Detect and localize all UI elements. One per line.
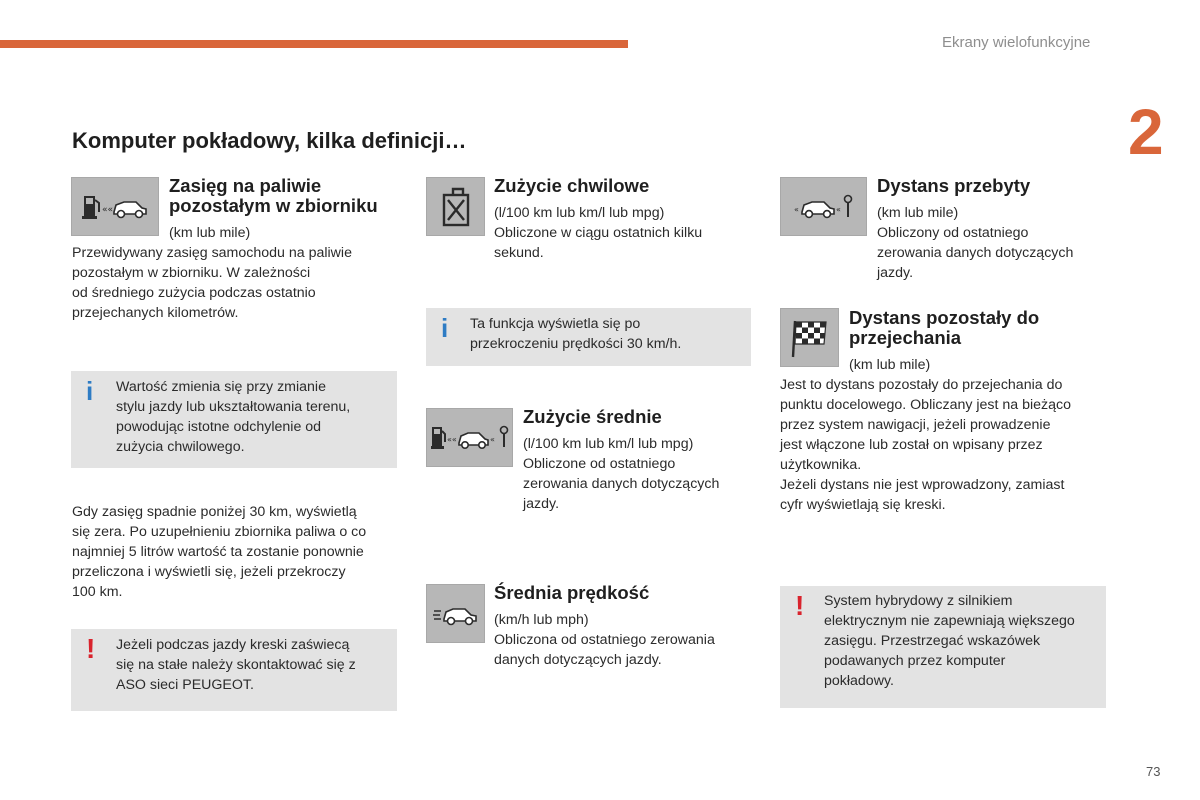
warning-note-hybrid — [780, 586, 1106, 708]
warning-icon: ! — [795, 590, 805, 621]
note-line: Ta funkcja wyświetla się po — [470, 316, 641, 332]
note-line: stylu jazdy lub ukształtowania terenu, — [116, 399, 351, 415]
average-line: (l/100 km lub km/l lub mpg) — [523, 436, 694, 452]
fuel-car-distance-icon — [426, 408, 513, 467]
remaining-line: przez system nawigacji, jeżeli prowadzenie — [780, 417, 1051, 433]
note-line: Wartość zmienia się przy zmianie — [116, 379, 326, 395]
note-line: przekroczeniu prędkości 30 km/h. — [470, 336, 682, 352]
note-line: elektrycznym nie zapewniają większego — [824, 613, 1075, 629]
low-range-description — [72, 502, 366, 602]
note-line: powodując istotne odchylenie od — [116, 419, 322, 435]
chapter-number: 2 — [1128, 96, 1164, 168]
average-speed-description — [494, 610, 715, 670]
car-distance-icon — [780, 177, 867, 236]
average-consumption-description — [523, 434, 719, 514]
info-note-text — [116, 377, 350, 457]
instant-line: sekund. — [494, 245, 544, 261]
range-desc-line: pozostałym w zbiorniku. W zależności — [72, 265, 311, 281]
instant-consumption-title: Zużycie chwilowe — [494, 175, 650, 196]
page-number: 73 — [1146, 764, 1161, 779]
speed-line: Obliczona od ostatniego zerowania — [494, 632, 715, 648]
remaining-distance-title — [849, 308, 1039, 348]
speed-line: danych dotyczących jazdy. — [494, 652, 662, 668]
distance-line: (km lub mile) — [877, 205, 959, 221]
range-description — [72, 243, 352, 323]
page-title: Komputer pokładowy, kilka definicji… — [72, 128, 467, 153]
checkered-flag-icon — [780, 308, 839, 367]
remaining-line: Jeżeli dystans nie jest wprowadzony, zamiast — [780, 477, 1065, 493]
distance-travelled-description — [877, 203, 1073, 283]
svg-text:««: «« — [446, 434, 457, 444]
range-title-line1: Zasięg na paliwie — [169, 175, 322, 196]
instant-line: Obliczone w ciągu ostatnich kilku — [494, 225, 703, 241]
average-speed-title: Średnia prędkość — [494, 582, 650, 603]
note-line: System hybrydowy z silnikiem — [824, 593, 1013, 609]
note-line: zużycia chwilowego. — [116, 439, 245, 455]
distance-line: zerowania danych dotyczących — [877, 245, 1074, 261]
warning-icon: ! — [86, 633, 96, 664]
low-range-line: 100 km. — [72, 584, 123, 600]
range-title-line2: pozostałym w zbiorniku — [169, 195, 378, 216]
low-range-line: najmniej 5 litrów wartość ta zostanie ponownie — [72, 544, 364, 560]
range-desc-line: od średniego zużycia podczas ostatnio — [72, 285, 316, 301]
average-line: zerowania danych dotyczących — [523, 476, 720, 492]
remaining-line: cyfr wyświetlają się kreski. — [780, 497, 946, 513]
note-line: Jeżeli podczas jazdy kreski zaświecą — [116, 637, 350, 653]
svg-text:««: «« — [102, 204, 114, 215]
instant-line: (l/100 km lub km/l lub mpg) — [494, 205, 665, 221]
note-line: podawanych przez komputer — [824, 653, 1006, 669]
remaining-line: Jest to dystans pozostały do przejechania do — [780, 377, 1063, 393]
note-line: zasięgu. Przestrzegać wskazówek — [824, 633, 1041, 649]
fuel-pump-car-icon — [71, 177, 159, 236]
low-range-line: Gdy zasięg spadnie poniżej 30 km, wyświetlą — [72, 504, 357, 520]
average-line: Obliczone od ostatniego — [523, 456, 676, 472]
note-line: się na stałe należy skontaktować się z — [116, 657, 356, 673]
svg-text:«: « — [835, 204, 841, 214]
remaining-title-line2: przejechania — [849, 327, 962, 348]
info-icon: i — [86, 376, 94, 406]
instant-consumption-description — [494, 203, 702, 263]
warning-note-text — [824, 591, 1075, 691]
range-desc-line: przejechanych kilometrów. — [72, 305, 239, 321]
distance-line: jazdy. — [877, 265, 914, 281]
remaining-line: użytkownika. — [780, 457, 862, 473]
remaining-title-line1: Dystans pozostały do — [849, 307, 1040, 328]
average-line: jazdy. — [523, 496, 560, 512]
distance-line: Obliczony od ostatniego — [877, 225, 1029, 241]
header-accent-bar — [0, 40, 628, 48]
info-note-speed — [426, 308, 751, 366]
svg-text:«: « — [489, 434, 495, 444]
distance-travelled-title: Dystans przebyty — [877, 175, 1031, 196]
warning-note-text — [116, 635, 356, 695]
section-title: Ekrany wielofunkcyjne — [942, 34, 1091, 51]
remaining-distance-description — [780, 375, 1071, 515]
remaining-line: punktu docelowego. Obliczany jest na bieżąco — [780, 397, 1072, 413]
low-range-line: przeliczona i wyświetli się, jeżeli przekroczy — [72, 564, 346, 580]
average-consumption-title: Zużycie średnie — [523, 406, 662, 427]
remaining-line: jest włączone lub został on wpisany przez — [780, 437, 1043, 453]
note-line: ASO sieci PEUGEOT. — [116, 677, 254, 693]
low-range-line: się zera. Po uzupełnieniu zbiornika paliwa o co — [72, 524, 367, 540]
range-title — [169, 176, 378, 216]
svg-text:«: « — [793, 204, 799, 214]
range-desc-line: Przewidywany zasięg samochodu na paliwie — [72, 245, 352, 261]
info-note-text — [470, 314, 681, 354]
speed-line: (km/h lub mph) — [494, 612, 589, 628]
warning-note-dashes — [71, 629, 397, 711]
note-line: pokładowy. — [824, 673, 894, 689]
range-unit: (km lub mile) — [169, 225, 251, 241]
info-note-range — [71, 371, 397, 468]
remaining-unit: (km lub mile) — [849, 357, 931, 373]
car-speed-icon — [426, 584, 485, 643]
fuel-can-crossed-icon — [426, 177, 485, 236]
info-icon: i — [441, 313, 449, 343]
